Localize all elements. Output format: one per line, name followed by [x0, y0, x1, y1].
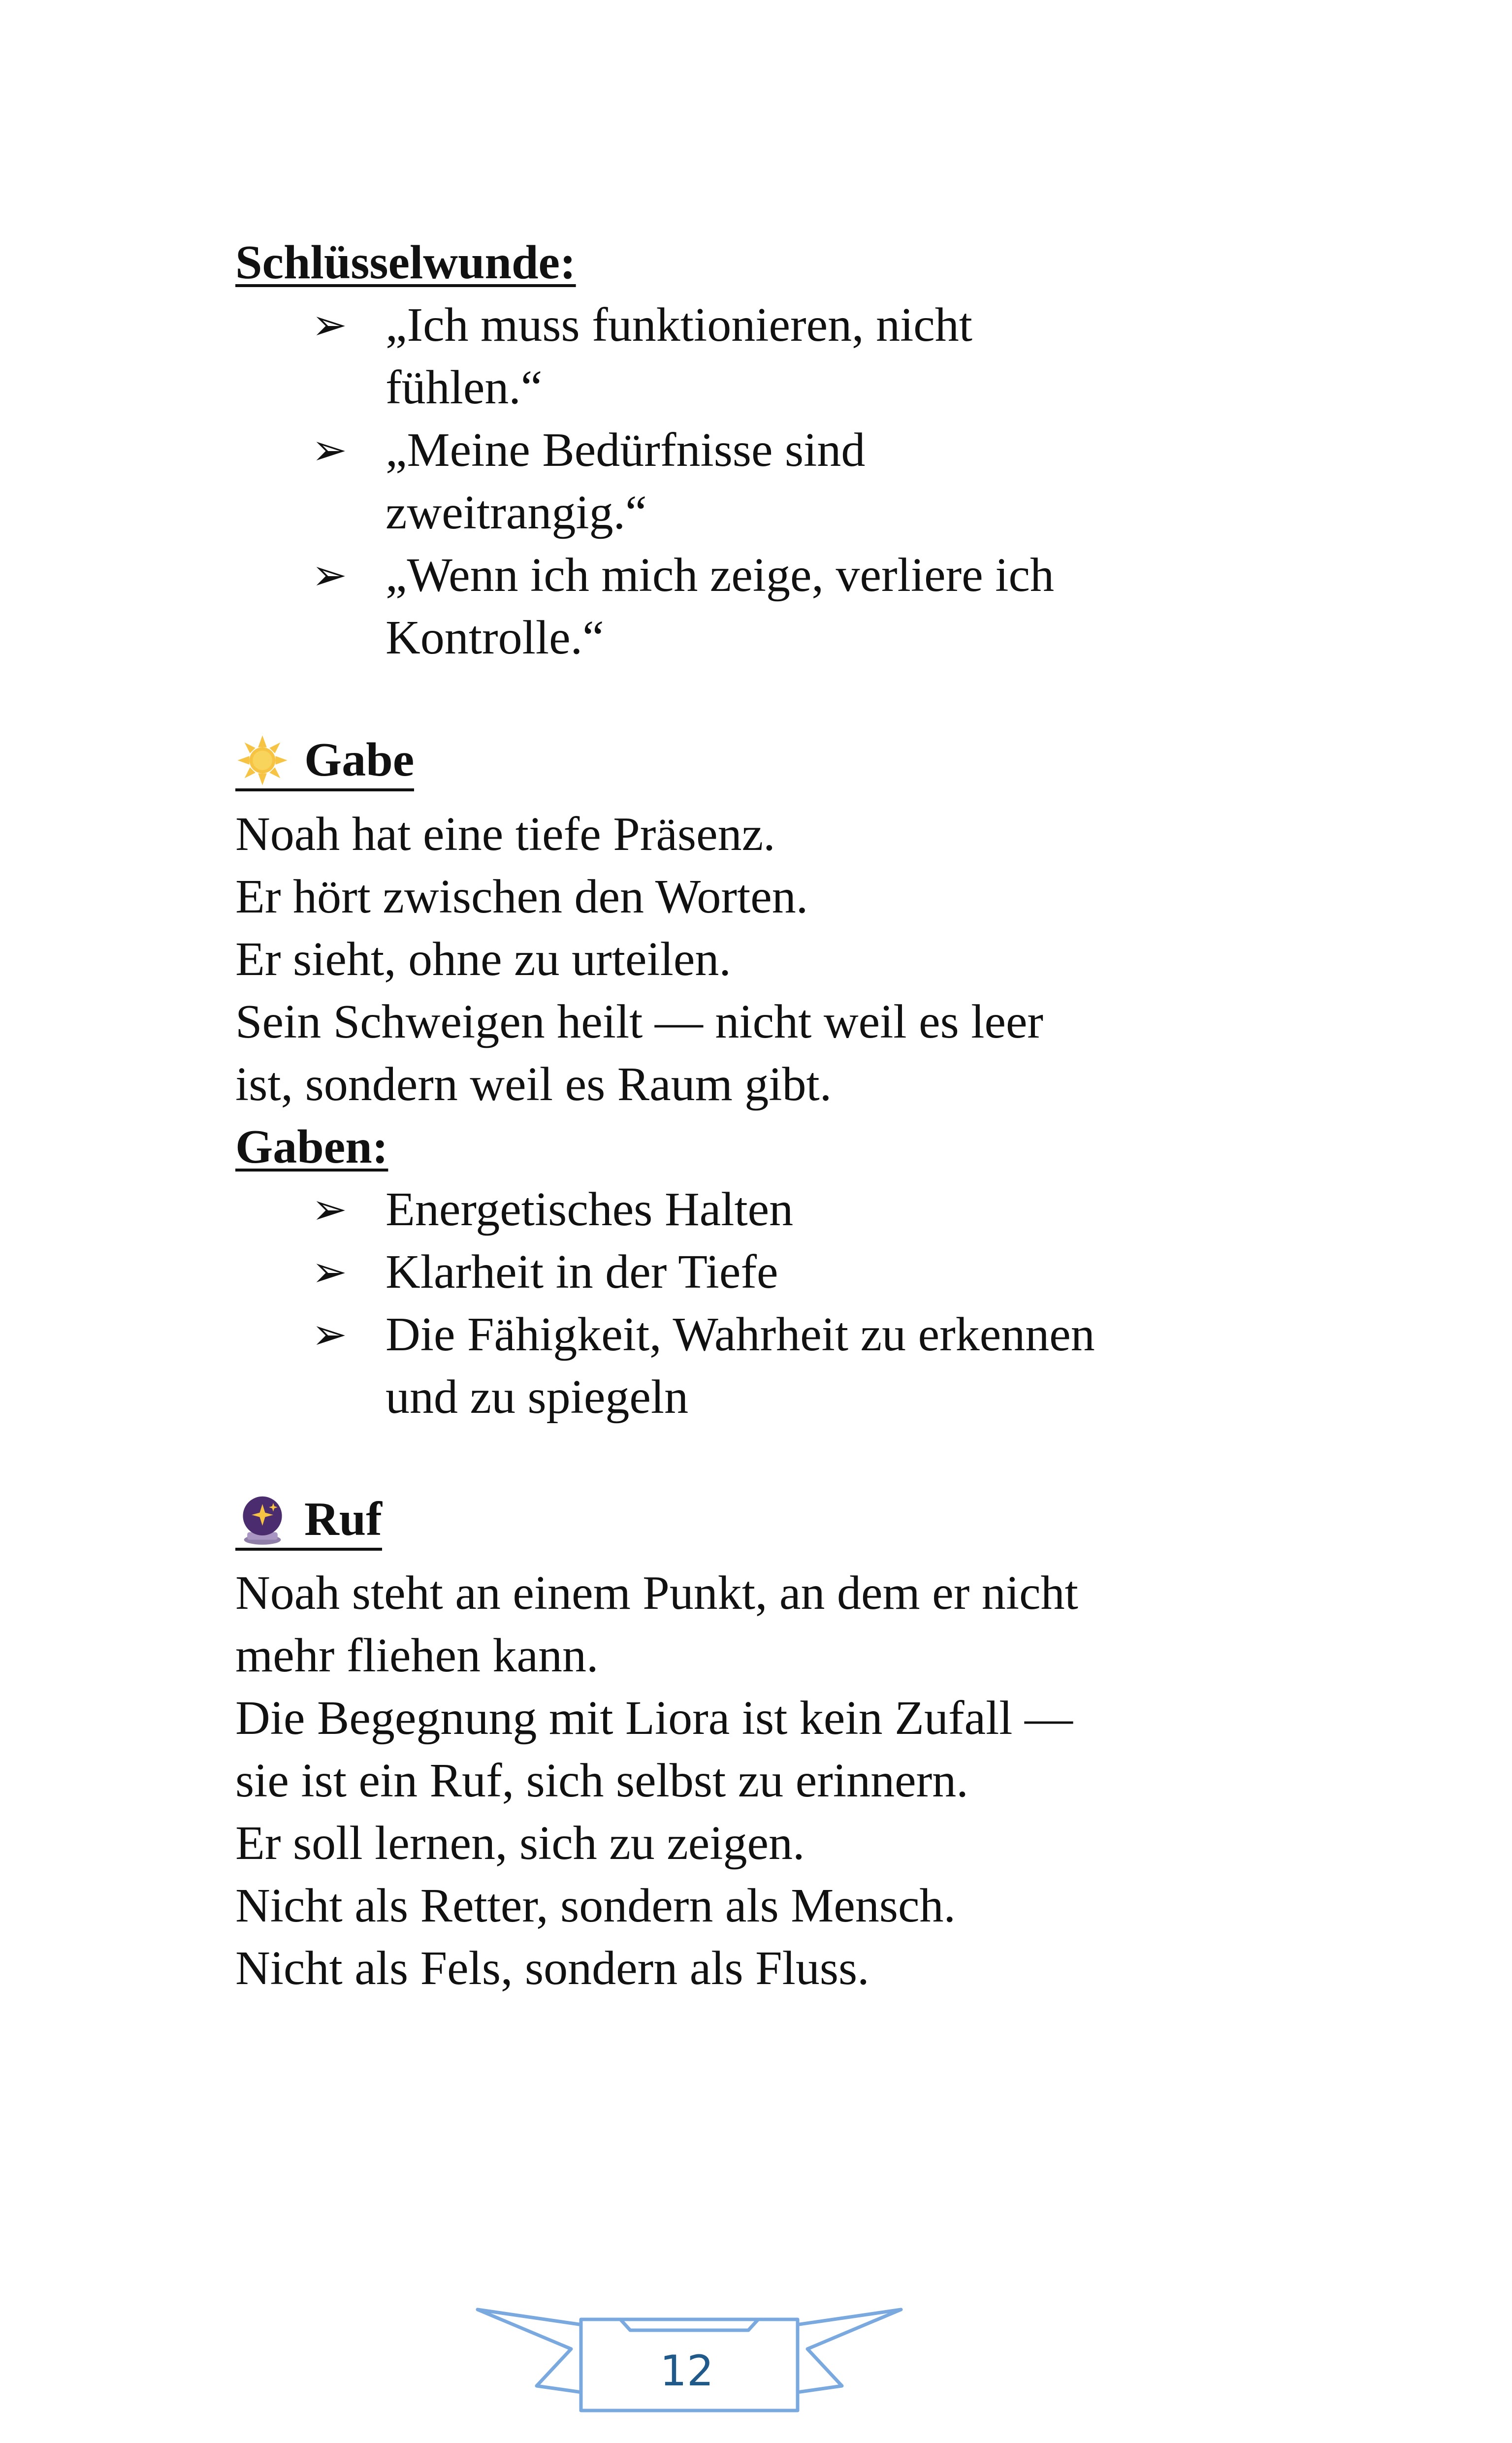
gift-heading: Gabe [235, 732, 414, 791]
arrow-bullet-icon: ➢ [312, 1247, 348, 1297]
crystal-ball-icon [235, 1492, 290, 1546]
gifts-list [235, 1178, 1220, 1429]
call-text-line: Nicht als Fels, sondern als Fluss. [235, 1942, 869, 1995]
arrow-bullet-icon: ➢ [312, 551, 348, 600]
sun-icon [235, 733, 290, 787]
arrow-bullet-icon: ➢ [312, 1309, 348, 1359]
list-item: ➢ „Wenn ich mich zeige, verliere ich Kontrolle.“ [235, 544, 1220, 669]
list-item: ➢ „Meine Bedürfnisse sind zweitrangig.“ [235, 419, 1220, 544]
gift-text-line: Er sieht, ohne zu urteilen. [235, 932, 731, 986]
call-text-line: Die Begegnung mit Liora ist kein Zufall — [235, 1692, 1073, 1745]
key-wound-list [235, 294, 1220, 669]
list-item: ➢ Die Fähigkeit, Wahrheit zu erkennen und zu spiegeln [235, 1303, 1220, 1429]
key-wound-heading: Schlüsselwunde: [235, 236, 576, 289]
gifts-list-heading: Gaben: [235, 1120, 388, 1173]
call-text-line: Nicht als Retter, sondern als Mensch. [235, 1879, 956, 1932]
page-number: 12 [660, 2346, 714, 2396]
gift-text-line: ist, sondern weil es Raum gibt. [235, 1057, 832, 1111]
gift-text-line: Sein Schweigen heilt — nicht weil es leer [235, 995, 1044, 1048]
list-item: ➢ „Ich muss funktionieren, nicht fühlen.“ [235, 294, 1220, 419]
page-content [235, 231, 1220, 2000]
call-heading: Ruf [235, 1491, 382, 1551]
arrow-bullet-icon: ➢ [312, 1184, 348, 1234]
list-item: ➢ Klarheit in der Tiefe [235, 1241, 1220, 1303]
arrow-bullet-icon: ➢ [312, 300, 348, 350]
call-text-line: sie ist ein Ruf, sich selbst zu erinnern. [235, 1754, 968, 1807]
call-text-line: mehr fliehen kann. [235, 1629, 599, 1682]
call-text-line: Er soll lernen, sich zu zeigen. [235, 1817, 805, 1870]
gift-text-line: Er hört zwischen den Worten. [235, 870, 808, 923]
call-text-line: Noah steht an einem Punkt, an dem er nicht [235, 1566, 1078, 1620]
list-item: ➢ Energetisches Halten [235, 1178, 1220, 1241]
arrow-bullet-icon: ➢ [312, 425, 348, 475]
gift-text-line: Noah hat eine tiefe Präsenz. [235, 807, 775, 861]
